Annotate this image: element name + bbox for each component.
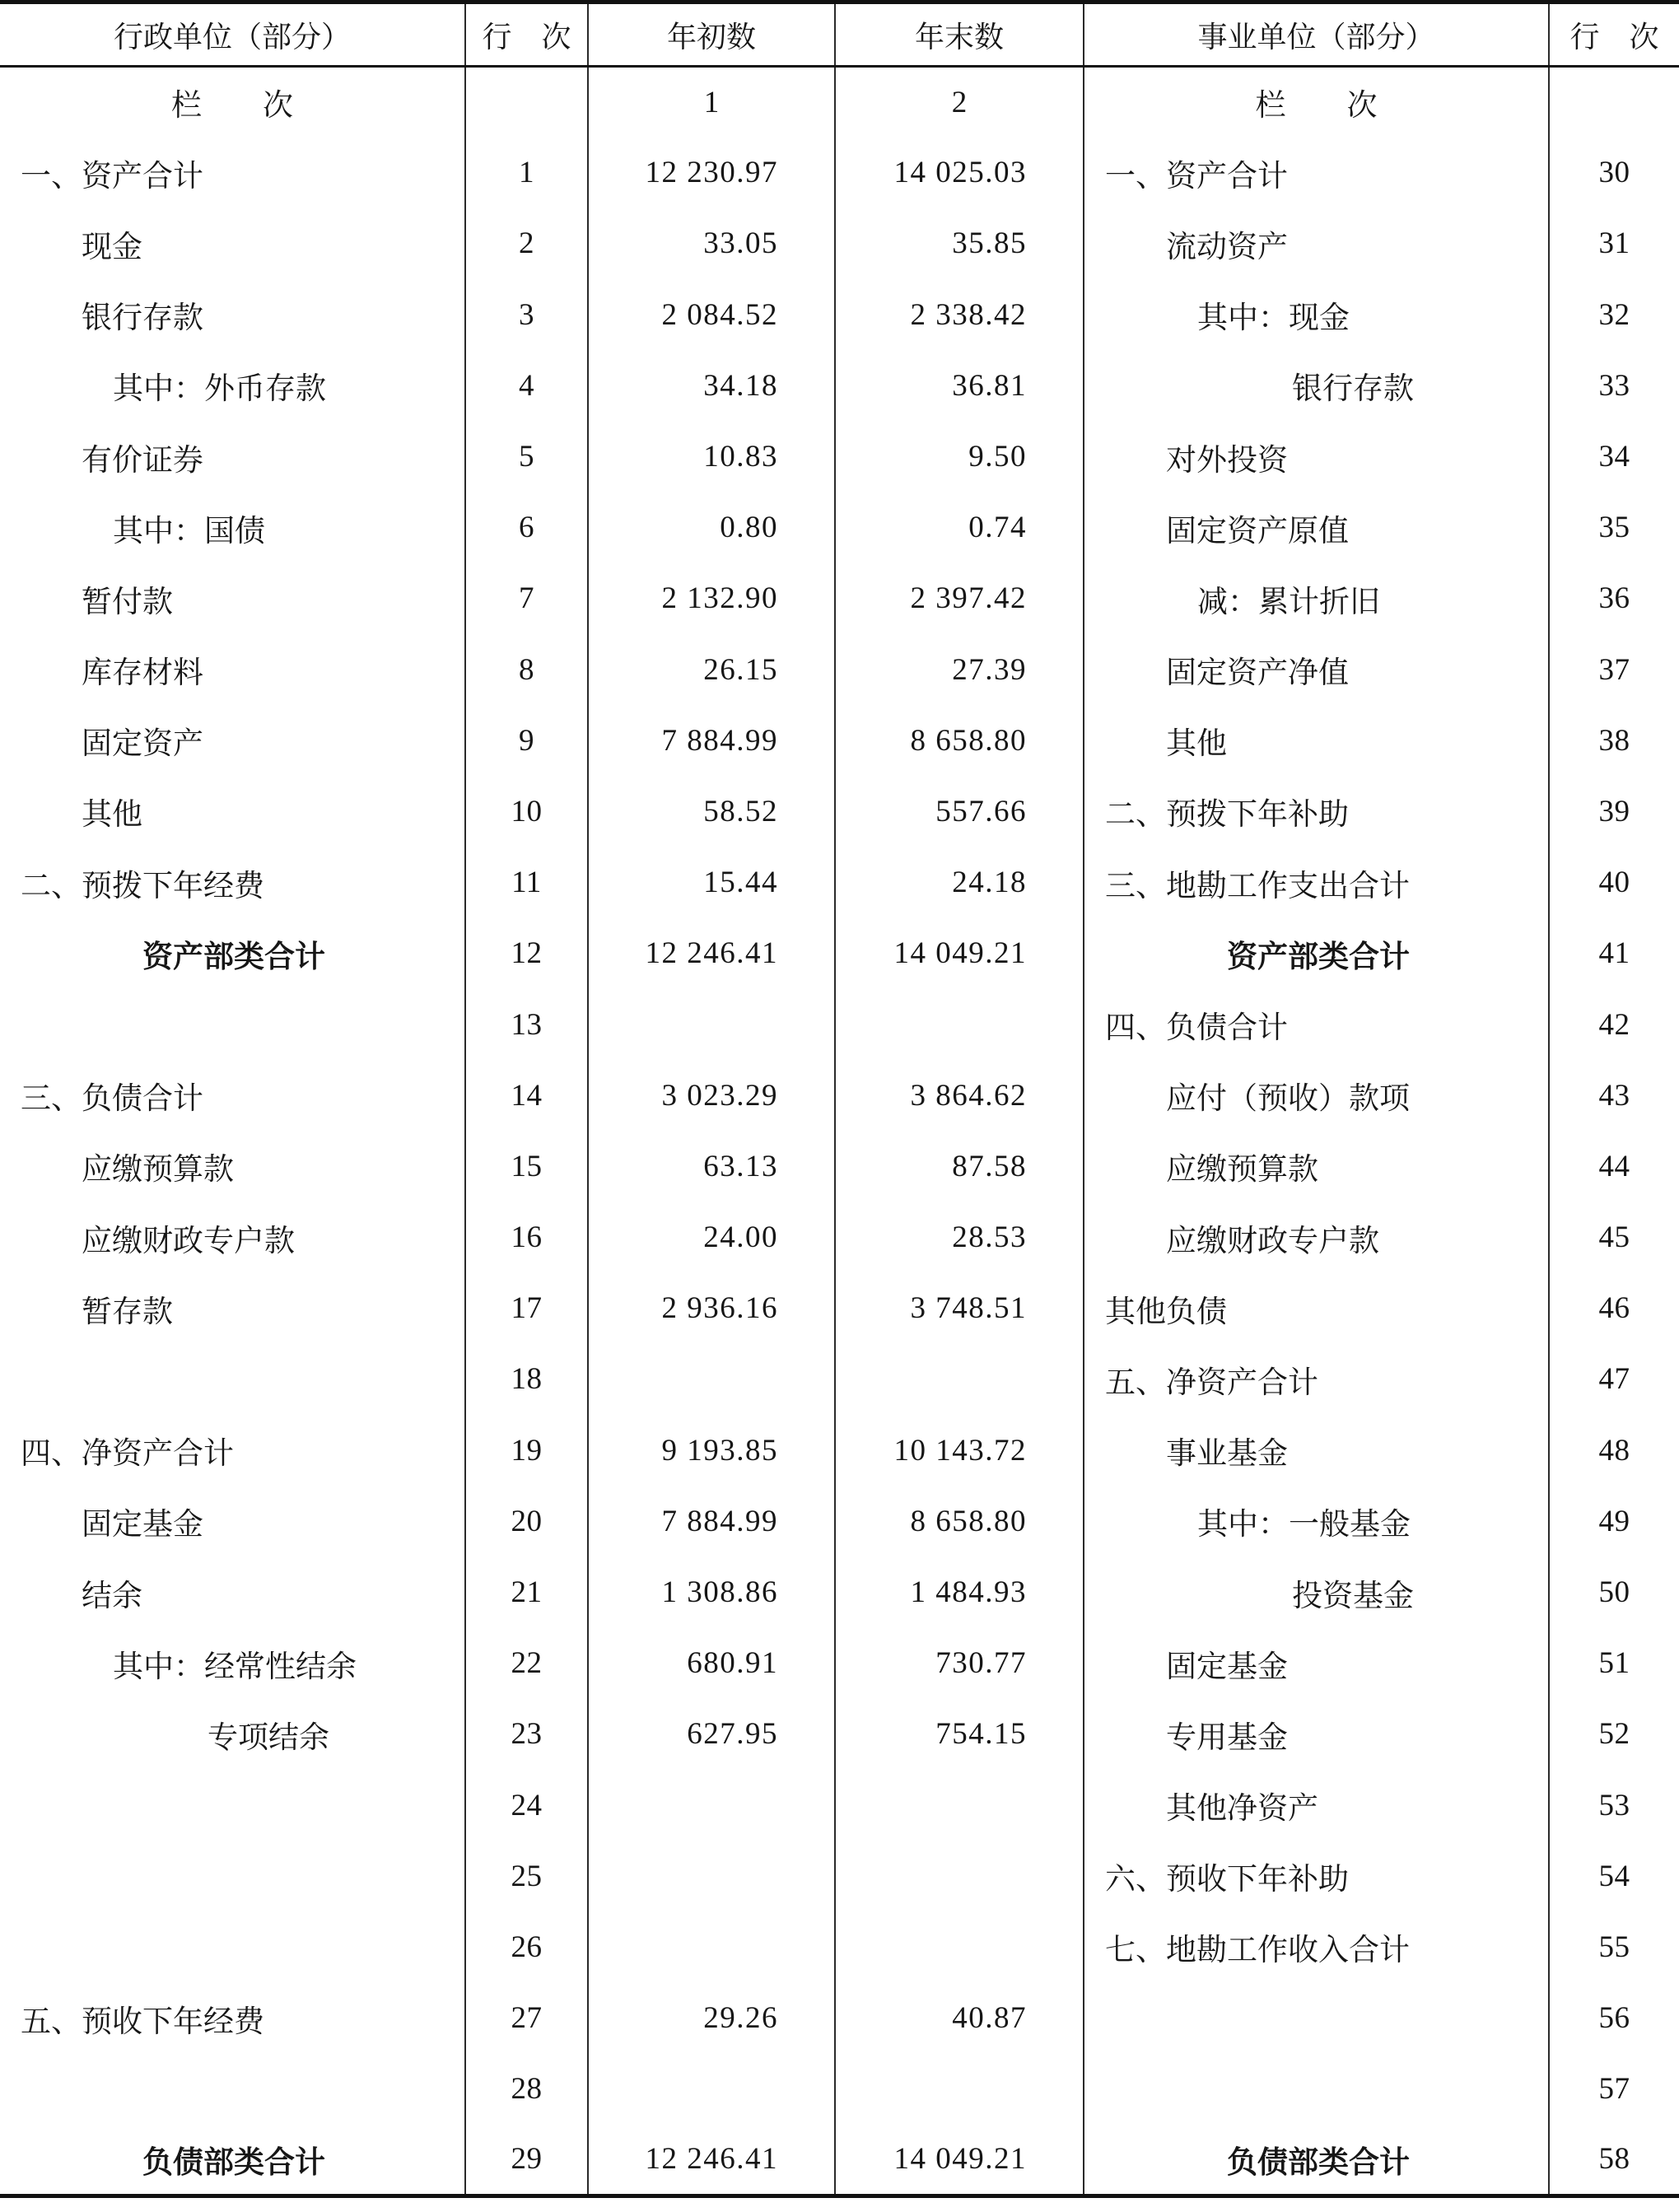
ending-balance: 36.81 [835,350,1084,421]
admin-item: 其中：外币存款 [113,372,326,407]
institution-item: 七、地勘工作收入合计 [1084,1911,1549,1982]
beginning-column-number: 1 [588,67,835,138]
table-row [0,1911,1679,1982]
institution-line-no: 44 [1549,1131,1679,1202]
table-row [0,705,1679,776]
institution-line-no: 58 [1549,2125,1679,2196]
table-row [0,634,1679,705]
ending-balance: 557.66 [835,776,1084,847]
institution-item: 对外投资 [1084,421,1549,492]
institution-item [1084,1983,1549,2054]
admin-line-no [465,67,588,138]
beginning-balance: 1 308.86 [588,1556,835,1627]
header-institution-unit: 事业单位（部分） [1084,2,1549,67]
admin-asset-total-label: 资产部类合计 [142,940,325,974]
table-row [0,350,1679,421]
table-row [0,208,1679,279]
table-row [0,1202,1679,1273]
admin-line-no: 25 [465,1841,588,1911]
admin-item [0,989,465,1060]
ending-balance [835,1841,1084,1911]
table-row [0,1060,1679,1131]
table-row [0,1699,1679,1770]
institution-item: 其他 [1084,705,1549,776]
beginning-balance: 24.00 [588,1202,835,1273]
ending-balance [835,2054,1084,2125]
institution-item: 其他负债 [1084,1273,1549,1344]
admin-item: 应缴预算款 [82,1153,234,1188]
admin-item [0,1770,465,1841]
institution-line-no: 34 [1549,421,1679,492]
admin-line-no: 18 [465,1344,588,1415]
ending-balance: 8 658.80 [835,1486,1084,1556]
institution-line-no: 50 [1549,1556,1679,1627]
admin-line-no: 6 [465,492,588,563]
beginning-balance: 58.52 [588,776,835,847]
ending-balance: 9.50 [835,421,1084,492]
beginning-balance: 29.26 [588,1983,835,2054]
table-row [0,1770,1679,1841]
institution-item: 其他净资产 [1084,1770,1549,1841]
beginning-balance: 2 084.52 [588,279,835,350]
institution-line-no: 53 [1549,1770,1679,1841]
ending-balance: 87.58 [835,1131,1084,1202]
institution-item: 应缴财政专户款 [1084,1202,1549,1273]
table-row [0,1486,1679,1556]
beginning-balance: 3 023.29 [588,1060,835,1131]
admin-line-no: 15 [465,1131,588,1202]
admin-line-no: 1 [465,138,588,208]
beginning-balance [588,1841,835,1911]
beginning-balance: 34.18 [588,350,835,421]
table-row [0,1344,1679,1415]
admin-line-no: 28 [465,2054,588,2125]
ending-balance: 2 338.42 [835,279,1084,350]
institution-line-no: 39 [1549,776,1679,847]
admin-item: 专项结余 [208,1720,329,1755]
institution-item: 四、负债合计 [1084,989,1549,1060]
beginning-balance [588,1344,835,1415]
admin-item: 其他 [82,798,142,833]
institution-item: 一、资产合计 [1084,138,1549,208]
admin-item [0,1344,465,1415]
institution-line-no: 51 [1549,1628,1679,1699]
institution-item: 其中：现金 [1084,279,1549,350]
table-row [0,2054,1679,2125]
admin-item: 五、预收下年经费 [21,2004,264,2039]
institution-item: 六、预收下年补助 [1084,1841,1549,1911]
institution-item: 专用基金 [1084,1699,1549,1770]
institution-item: 事业基金 [1084,1415,1549,1486]
admin-item: 一、资产合计 [21,159,203,194]
admin-line-no: 21 [465,1556,588,1627]
ending-balance: 2 397.42 [835,563,1084,634]
institution-column-label: 栏 次 [1084,67,1549,138]
institution-line-no [1549,67,1679,138]
institution-line-no: 42 [1549,989,1679,1060]
admin-line-no: 24 [465,1770,588,1841]
table-row [0,138,1679,208]
ending-balance: 24.18 [835,847,1084,918]
admin-item: 暂付款 [82,585,173,619]
admin-line-no: 2 [465,208,588,279]
table-row [0,492,1679,563]
institution-line-no: 48 [1549,1415,1679,1486]
institution-liability-total-label: 负债部类合计 [1084,2125,1549,2196]
institution-line-no: 47 [1549,1344,1679,1415]
ending-balance: 10 143.72 [835,1415,1084,1486]
institution-line-no: 37 [1549,634,1679,705]
admin-item: 其中：经常性结余 [113,1650,357,1684]
beginning-balance: 33.05 [588,208,835,279]
beginning-balance: 680.91 [588,1628,835,1699]
ending-balance: 754.15 [835,1699,1084,1770]
institution-item: 二、预拨下年补助 [1084,776,1549,847]
header-admin-unit: 行政单位（部分） [113,20,351,54]
admin-line-no: 23 [465,1699,588,1770]
beginning-balance: 2 132.90 [588,563,835,634]
table-row [0,1841,1679,1911]
institution-item [1084,2054,1549,2125]
institution-item: 三、地勘工作支出合计 [1084,847,1549,918]
institution-line-no: 32 [1549,279,1679,350]
admin-line-no: 4 [465,350,588,421]
beginning-balance: 7 884.99 [588,705,835,776]
institution-line-no: 54 [1549,1841,1679,1911]
ending-balance: 35.85 [835,208,1084,279]
ending-balance: 27.39 [835,634,1084,705]
admin-line-no: 29 [465,2125,588,2196]
admin-line-no: 10 [465,776,588,847]
admin-item: 结余 [82,1579,142,1613]
beginning-balance: 7 884.99 [588,1486,835,1556]
ending-balance: 14 049.21 [835,2125,1084,2196]
institution-item: 五、净资产合计 [1084,1344,1549,1415]
beginning-balance: 0.80 [588,492,835,563]
table-row [0,847,1679,918]
institution-item: 固定资产原值 [1084,492,1549,563]
ending-balance: 40.87 [835,1983,1084,2054]
ending-balance: 0.74 [835,492,1084,563]
admin-item: 固定基金 [82,1508,203,1542]
table-row [0,989,1679,1060]
beginning-balance: 2 936.16 [588,1273,835,1344]
header-ending-balance: 年末数 [835,2,1084,67]
admin-line-no: 7 [465,563,588,634]
ending-balance: 14 025.03 [835,138,1084,208]
institution-item: 应付（预收）款项 [1084,1060,1549,1131]
admin-line-no: 13 [465,989,588,1060]
institution-line-no: 33 [1549,350,1679,421]
header-beginning-balance: 年初数 [588,2,835,67]
institution-line-no: 40 [1549,847,1679,918]
admin-line-no: 11 [465,847,588,918]
table-row [0,1628,1679,1699]
beginning-balance [588,989,835,1060]
admin-item [0,1911,465,1982]
institution-line-no: 49 [1549,1486,1679,1556]
institution-item: 银行存款 [1084,350,1549,421]
beginning-balance [588,1911,835,1982]
admin-line-no: 14 [465,1060,588,1131]
admin-item: 银行存款 [82,301,203,336]
beginning-balance: 627.95 [588,1699,835,1770]
institution-line-no: 30 [1549,138,1679,208]
beginning-balance: 12 230.97 [588,138,835,208]
ending-balance: 28.53 [835,1202,1084,1273]
admin-item: 现金 [82,230,142,264]
ending-balance [835,1344,1084,1415]
admin-line-no: 3 [465,279,588,350]
admin-item: 固定资产 [82,727,203,762]
institution-item: 流动资产 [1084,208,1549,279]
institution-item: 固定资产净值 [1084,634,1549,705]
institution-line-no: 35 [1549,492,1679,563]
beginning-balance: 15.44 [588,847,835,918]
institution-item: 固定基金 [1084,1628,1549,1699]
subtotal-row [0,2125,1679,2196]
table-row [0,421,1679,492]
admin-item [0,2054,465,2125]
institution-line-no: 41 [1549,918,1679,989]
institution-line-no: 52 [1549,1699,1679,1770]
admin-line-no: 27 [465,1983,588,2054]
ending-balance [835,989,1084,1060]
admin-item: 四、净资产合计 [21,1437,234,1472]
admin-line-no: 17 [465,1273,588,1344]
admin-item: 有价证券 [82,443,203,478]
admin-item [0,1841,465,1911]
ending-balance: 730.77 [835,1628,1084,1699]
institution-asset-total-label: 资产部类合计 [1084,918,1549,989]
institution-line-no: 45 [1549,1202,1679,1273]
institution-line-no: 57 [1549,2054,1679,2125]
admin-line-no: 8 [465,634,588,705]
institution-item: 其中：一般基金 [1084,1486,1549,1556]
institution-item: 减：累计折旧 [1084,563,1549,634]
admin-item: 其中：国债 [113,514,265,548]
header-row [0,2,1679,67]
table-row [0,563,1679,634]
ending-balance: 3 864.62 [835,1060,1084,1131]
header-admin-line-no: 行 次 [465,2,588,67]
institution-line-no: 55 [1549,1911,1679,1982]
column-number-row [0,67,1679,138]
table-row [0,1415,1679,1486]
beginning-balance: 9 193.85 [588,1415,835,1486]
institution-item: 应缴预算款 [1084,1131,1549,1202]
institution-line-no: 43 [1549,1060,1679,1131]
admin-line-no: 26 [465,1911,588,1982]
admin-line-no: 9 [465,705,588,776]
beginning-balance: 12 246.41 [588,918,835,989]
admin-item: 三、负债合计 [21,1082,203,1117]
subtotal-row [0,918,1679,989]
table-row [0,1131,1679,1202]
institution-item: 投资基金 [1084,1556,1549,1627]
ending-balance [835,1770,1084,1841]
admin-item: 库存材料 [82,656,203,691]
institution-line-no: 31 [1549,208,1679,279]
ending-balance: 14 049.21 [835,918,1084,989]
admin-item: 二、预拨下年经费 [21,869,264,903]
institution-line-no: 56 [1549,1983,1679,2054]
beginning-balance: 63.13 [588,1131,835,1202]
institution-line-no: 36 [1549,563,1679,634]
ending-balance: 8 658.80 [835,705,1084,776]
table-row [0,279,1679,350]
ending-balance: 3 748.51 [835,1273,1084,1344]
admin-column-label: 栏 次 [171,89,293,124]
beginning-balance: 26.15 [588,634,835,705]
table-row [0,1273,1679,1344]
ending-column-number: 2 [835,67,1084,138]
admin-line-no: 16 [465,1202,588,1273]
institution-line-no: 46 [1549,1273,1679,1344]
table-row [0,1556,1679,1627]
table-row [0,1983,1679,2054]
admin-item: 暂存款 [82,1295,173,1329]
admin-line-no: 5 [465,421,588,492]
table-row [0,776,1679,847]
admin-line-no: 20 [465,1486,588,1556]
admin-line-no: 22 [465,1628,588,1699]
beginning-balance: 12 246.41 [588,2125,835,2196]
institution-line-no: 38 [1549,705,1679,776]
beginning-balance [588,2054,835,2125]
header-institution-line-no: 行 次 [1549,2,1679,67]
admin-line-no: 12 [465,918,588,989]
beginning-balance: 10.83 [588,421,835,492]
admin-line-no: 19 [465,1415,588,1486]
beginning-balance [588,1770,835,1841]
admin-liability-total-label: 负债部类合计 [142,2145,325,2180]
admin-item: 应缴财政专户款 [82,1224,295,1258]
ending-balance [835,1911,1084,1982]
ending-balance: 1 484.93 [835,1556,1084,1627]
